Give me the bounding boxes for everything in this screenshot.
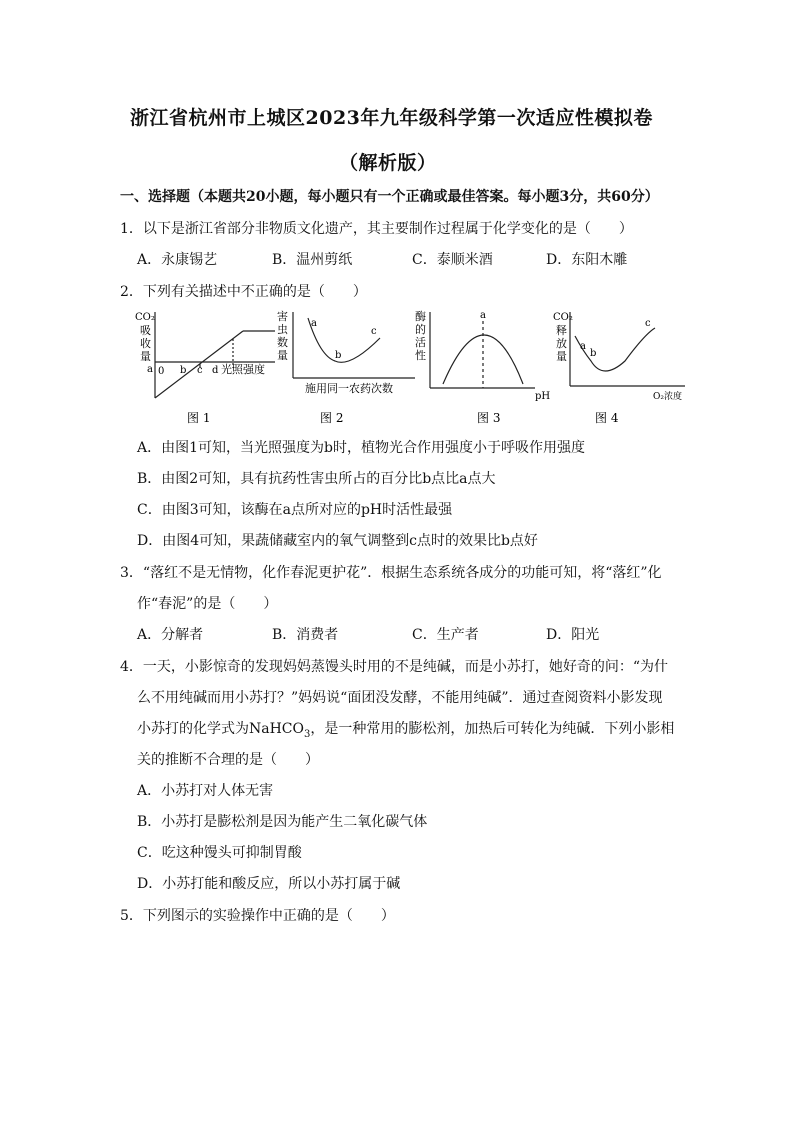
fig3-ylabel-2: 的 xyxy=(415,323,426,336)
question-1-option-b: B．温州剪纸 xyxy=(272,252,353,268)
question-1-stem: 1．以下是浙江省部分非物质文化遗产，其主要制作过程属于化学变化的是（ ） xyxy=(120,221,633,237)
fig4-ylabel-4: 量 xyxy=(556,350,567,363)
question-2-option-b: B．由图2可知，具有抗药性害虫所占的百分比b点比a点大 xyxy=(137,471,496,487)
fig1-origin: 0 xyxy=(158,366,165,377)
fig1-ylabel-1: CO₂ xyxy=(135,312,155,323)
page-subtitle: （解析版） xyxy=(339,152,437,174)
question-4-formula: 小苏打的化学式为NaHCO xyxy=(137,721,304,737)
fig3-caption: 图 3 xyxy=(477,411,501,425)
question-2-option-d: D．由图4可知，果蔬储藏室内的氧气调整到c点时的效果比b点好 xyxy=(137,533,538,549)
fig2-b: b xyxy=(335,350,342,361)
question-2-option-c: C．由图3可知，该酶在a点所对应的pH时活性最强 xyxy=(137,502,453,518)
question-4-option-a: A．小苏打对人体无害 xyxy=(137,783,274,799)
question-4-stem-line-3 xyxy=(137,718,674,740)
fig2-ylabel-1: 害 xyxy=(277,310,288,323)
fig2-a: a xyxy=(311,318,317,329)
fig2-ylabel-3: 数 xyxy=(277,336,288,349)
question-3-option-a: A．分解者 xyxy=(137,627,204,643)
fig1-c: c xyxy=(197,365,203,376)
fig4-caption: 图 4 xyxy=(595,411,619,425)
question-4-stem-line-3-rest: ，是一种常用的膨松剂，加热后可转化为纯碱．下列小影相 xyxy=(310,721,675,737)
fig1-b: b xyxy=(180,365,187,376)
question-4-option-b: B．小苏打是膨松剂是因为能产生二氧化碳气体 xyxy=(137,814,428,830)
fig2-xlabel: 施用同一农药次数 xyxy=(305,382,393,395)
question-4-stem-line-1: 4．一天，小影惊奇的发现妈妈蒸馒头时用的不是纯碱，而是小苏打，她好奇的问：“为什 xyxy=(120,659,669,675)
fig2-caption: 图 2 xyxy=(320,411,344,425)
fig4-a: a xyxy=(580,341,586,352)
question-4-option-d: D．小苏打能和酸反应，所以小苏打属于碱 xyxy=(137,876,401,892)
fig4-xlabel: O₂浓度 xyxy=(653,392,682,402)
fig1-ylabel-4: 量 xyxy=(140,350,151,363)
fig1-a: a xyxy=(147,364,153,375)
fig3-xlabel: pH xyxy=(535,391,551,402)
fig4-ylabel-1: CO₂ xyxy=(553,312,573,323)
question-2-option-a: A．由图1可知，当光照强度为b时，植物光合作用强度小于呼吸作用强度 xyxy=(137,440,585,456)
fig2-c: c xyxy=(371,326,377,337)
fig3-ylabel-4: 性 xyxy=(415,349,426,362)
question-3-option-b: B．消费者 xyxy=(272,627,339,643)
section-heading: 一、选择题（本题共20小题，每小题只有一个正确或最佳答案。每小题3分，共60分） xyxy=(120,189,659,205)
question-3-stem-line-2: 作“春泥”的是（ ） xyxy=(137,596,278,612)
fig3-ylabel-1: 酶 xyxy=(415,310,426,323)
fig1-ylabel-3: 收 xyxy=(140,337,151,350)
question-4-option-c: C．吃这种馒头可抑制胃酸 xyxy=(137,845,302,861)
fig4-ylabel-2: 释 xyxy=(556,324,567,337)
question-3-stem-line-1: 3．“落红不是无情物，化作春泥更护花”．根据生态系统各成分的功能可知，将“落红”化 xyxy=(120,565,662,581)
question-3-option-c: C．生产者 xyxy=(412,627,479,643)
question-2-stem: 2．下列有关描述中不正确的是（ ） xyxy=(120,284,367,300)
question-5-stem: 5．下列图示的实验操作中正确的是（ ） xyxy=(120,908,395,924)
question-4-stem-line-4: 关的推断不合理的是（ ） xyxy=(137,752,319,768)
question-1-option-d: D．东阳木雕 xyxy=(546,252,628,268)
fig1-ylabel-2: 吸 xyxy=(140,324,151,337)
question-3-option-d: D．阳光 xyxy=(546,627,600,643)
question-1-option-c: C．泰顺米酒 xyxy=(412,252,493,268)
fig3-a: a xyxy=(480,310,486,321)
fig1-xlabel: 光照强度 xyxy=(221,363,265,376)
fig1-caption: 图 1 xyxy=(187,411,211,425)
fig4-c: c xyxy=(645,318,651,329)
fig1-d: d xyxy=(212,365,219,376)
question-1-option-a: A．永康锡艺 xyxy=(137,252,218,268)
question-2-figures xyxy=(125,306,705,431)
fig4-ylabel-3: 放 xyxy=(556,337,567,350)
fig4-b: b xyxy=(590,348,597,359)
question-4-stem-line-2: 么不用纯碱而用小苏打？”妈妈说“面团没发酵，不能用纯碱”．通过查阅资料小影发现 xyxy=(137,690,663,706)
question-4-formula-subscript: 3 xyxy=(304,728,311,740)
page-title: 浙江省杭州市上城区2023年九年级科学第一次适应性模拟卷 xyxy=(130,107,653,129)
fig2-ylabel-4: 量 xyxy=(277,349,288,362)
fig2-ylabel-2: 虫 xyxy=(277,323,288,336)
fig3-ylabel-3: 活 xyxy=(415,336,426,349)
